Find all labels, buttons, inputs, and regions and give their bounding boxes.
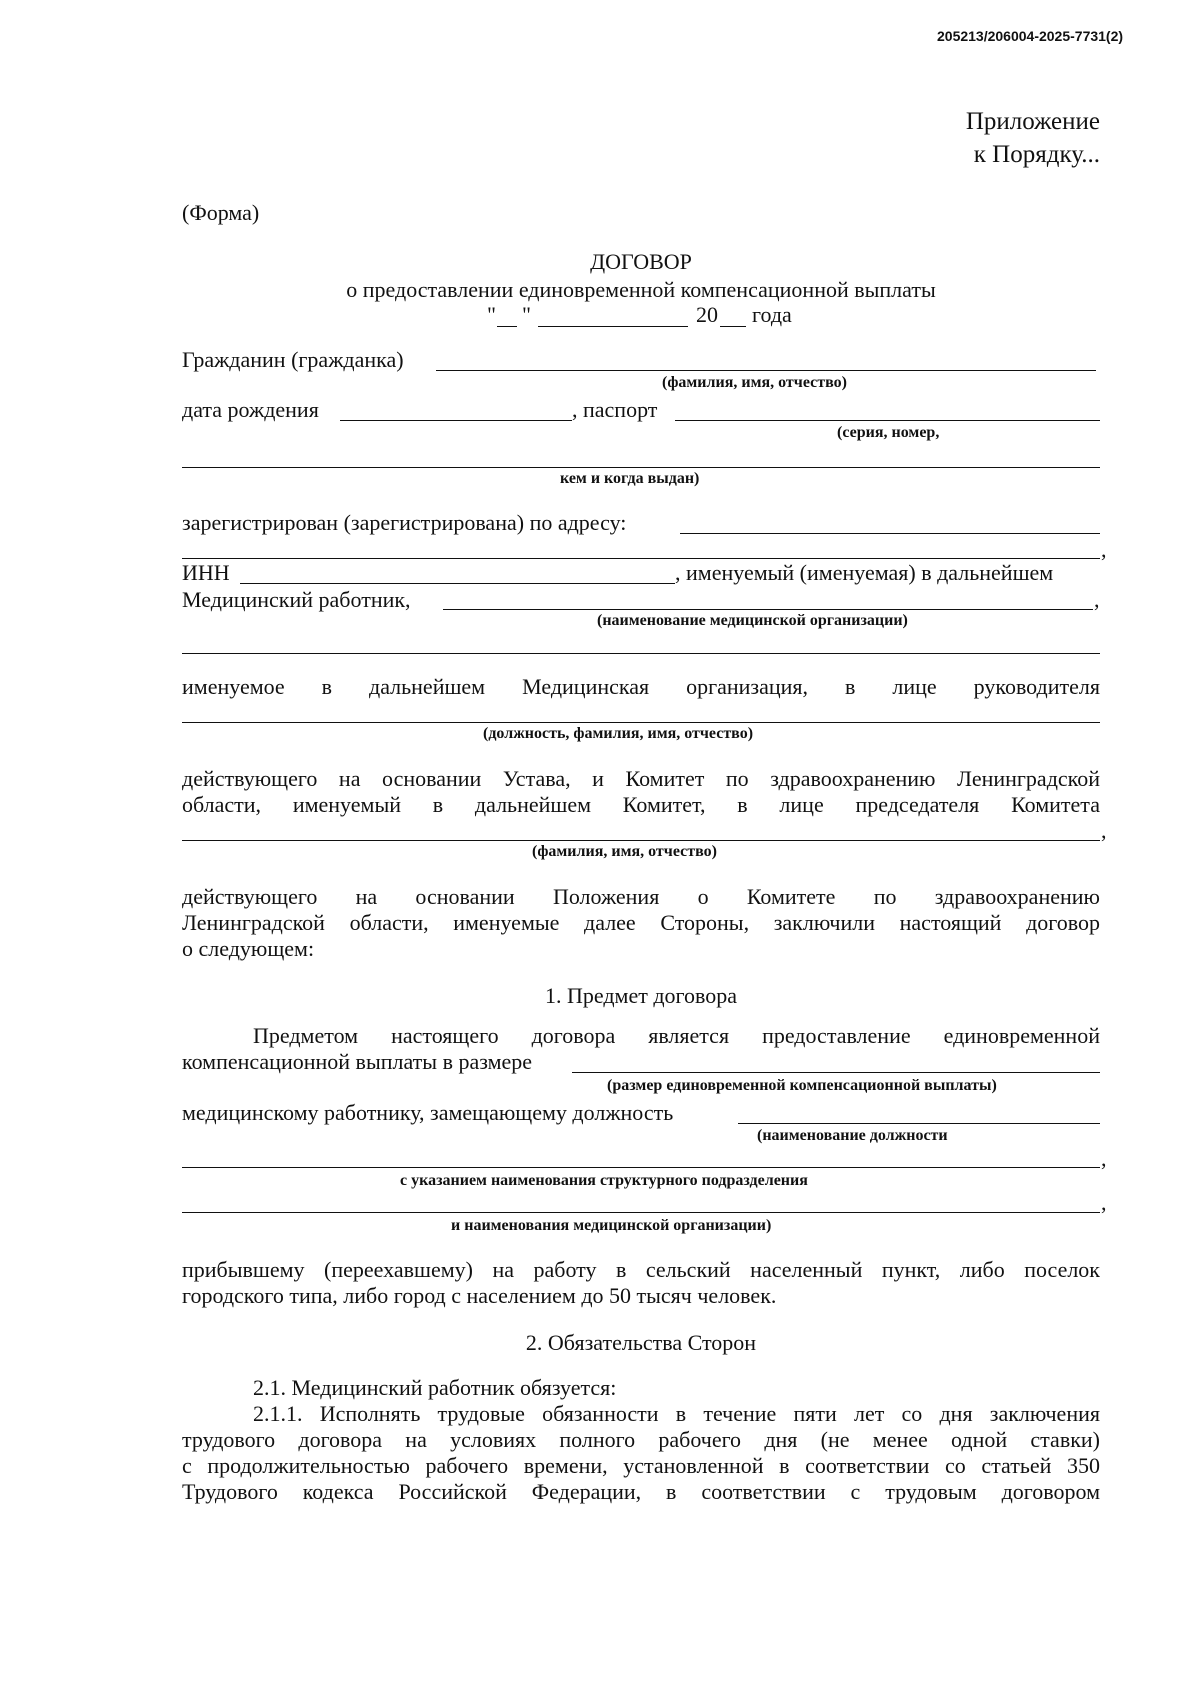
acting2-line2: Ленинградской области, именуемые далее Стороны, заключили настоящий договор <box>182 910 1100 935</box>
head-hint: (должность, фамилия, имя, отчество) <box>483 725 754 742</box>
word: руководителя <box>973 674 1100 699</box>
document-subtitle: о предоставлении единовременной компенсационной выплаты <box>346 277 936 302</box>
unit-hint: с указанием наименования структурного подразделения <box>400 1172 808 1189</box>
word: организация, <box>686 674 809 699</box>
date-quote-open: " <box>487 302 496 327</box>
word: Предметом <box>253 1023 359 1048</box>
amount-blank <box>572 1072 1100 1073</box>
address-comma: , <box>1101 537 1107 562</box>
word: в <box>737 792 748 817</box>
org-name-blank-2 <box>182 653 1100 654</box>
unit-blank <box>182 1167 1100 1168</box>
inn-label: ИНН <box>182 560 230 585</box>
p211-line3: с продолжительностью рабочего времени, установленной в соответствии со статьей 350 <box>182 1453 1100 1478</box>
arrived-line2: городского типа, либо город с населением до 50 тысяч человек. <box>182 1283 777 1308</box>
amount-hint: (размер единовременной компенсационной выплаты) <box>607 1077 997 1094</box>
word: Медицинская <box>522 674 650 699</box>
appendix-line2: к Порядку... <box>973 141 1100 168</box>
org-hint: (наименование медицинской организации) <box>597 612 908 629</box>
date-quote-close: " <box>522 302 531 327</box>
inn-suffix: , именуемый (именуемая) в дальнейшем <box>675 560 1054 585</box>
acting-line2 <box>182 792 1100 818</box>
passport-issued-blank <box>182 467 1100 468</box>
named-org-line <box>182 674 1100 700</box>
acting-line1: действующего на основании Устава, и Комитет по здравоохранению Ленинградской <box>182 766 1100 791</box>
date-day-blank <box>497 326 517 327</box>
word: Комитета <box>1011 792 1100 817</box>
word: здравоохранению <box>934 884 1100 909</box>
chair-blank <box>182 840 1100 841</box>
position-hint: (наименование должности <box>757 1127 948 1144</box>
word: по <box>873 884 897 909</box>
chair-comma: , <box>1101 818 1107 843</box>
section1-line1 <box>253 1023 1100 1049</box>
issued-hint: кем и когда выдан) <box>560 470 700 487</box>
word: Комитете <box>746 884 836 909</box>
org2-comma: , <box>1101 1190 1107 1215</box>
passport-label: , паспорт <box>572 397 658 422</box>
citizen-hint: (фамилия, имя, отчество) <box>662 374 847 391</box>
word: лице <box>779 792 824 817</box>
word: на <box>355 884 378 909</box>
birth-label: дата рождения <box>182 397 319 422</box>
position-label: медицинскому работнику, замещающему должность <box>182 1100 674 1125</box>
date-year-suffix: года <box>752 302 792 327</box>
registered-label: зарегистрирован (зарегистрирована) по адресу: <box>182 510 627 535</box>
chair-hint: (фамилия, имя, отчество) <box>532 843 717 860</box>
form-label: (Форма) <box>182 200 260 225</box>
acting2-line1 <box>182 884 1100 910</box>
p211-line2: трудового договора на условиях полного рабочего дня (не менее одной ставки) <box>182 1427 1100 1452</box>
word: в <box>845 674 856 699</box>
date-year-blank <box>720 326 746 327</box>
position-blank <box>738 1123 1100 1124</box>
address-blank-2 <box>182 558 1100 559</box>
word: председателя <box>855 792 980 817</box>
med-worker-label: Медицинский работник, <box>182 587 411 612</box>
section1-heading: 1. Предмет договора <box>544 983 738 1008</box>
word: настоящего <box>391 1023 499 1048</box>
section2-heading: 2. Обязательства Сторон <box>525 1330 757 1355</box>
date-year-prefix: 20 <box>696 302 718 327</box>
date-month-blank <box>538 326 688 327</box>
word: в <box>432 792 444 817</box>
p211-line1: 2.1.1. Исполнять трудовые обязанности в течение пяти лет со дня заключения <box>253 1401 1100 1426</box>
unit-comma: , <box>1101 1146 1107 1171</box>
word: основании <box>415 884 515 909</box>
address-blank-1 <box>680 533 1100 534</box>
org2-hint: и наименования медицинской организации) <box>451 1217 772 1234</box>
inn-blank <box>240 583 675 584</box>
word: предоставление <box>762 1023 911 1048</box>
arrived-line1: прибывшему (переехавшему) на работу в сельский населенный пункт, либо поселок <box>182 1257 1100 1282</box>
word: действующего <box>182 884 318 909</box>
appendix-line1: Приложение <box>965 108 1100 135</box>
word: именуемый <box>292 792 401 817</box>
acting2-line3: о следующем: <box>182 936 315 961</box>
word: Комитет, <box>622 792 706 817</box>
passport-hint: (серия, номер, <box>837 424 940 441</box>
word: является <box>648 1023 730 1048</box>
org-name-blank-1 <box>443 609 1093 610</box>
citizen-name-blank <box>436 370 1096 371</box>
word: Положения <box>552 884 660 909</box>
p211-line4: Трудового кодекса Российской Федерации, в соответствии с трудовым договором <box>182 1479 1100 1504</box>
p21: 2.1. Медицинский работник обязуется: <box>253 1375 617 1400</box>
citizen-label: Гражданин (гражданка) <box>182 347 404 372</box>
passport-blank <box>675 420 1100 421</box>
document-id: 205213/206004-2025-7731(2) <box>937 28 1124 44</box>
word: именуемое <box>182 674 285 699</box>
word: лице <box>892 674 937 699</box>
word: единовременной <box>943 1023 1100 1048</box>
org2-blank <box>182 1212 1100 1213</box>
document-title: ДОГОВОР <box>590 249 692 274</box>
word: дальнейшем <box>474 792 592 817</box>
word: дальнейшем <box>369 674 486 699</box>
word: о <box>697 884 709 909</box>
word: договора <box>531 1023 616 1048</box>
head-blank <box>182 722 1100 723</box>
birth-date-blank <box>340 420 572 421</box>
word: области, <box>182 792 262 817</box>
med-worker-comma: , <box>1094 587 1100 612</box>
word: в <box>321 674 333 699</box>
section1-line2: компенсационной выплаты в размере <box>182 1049 533 1074</box>
